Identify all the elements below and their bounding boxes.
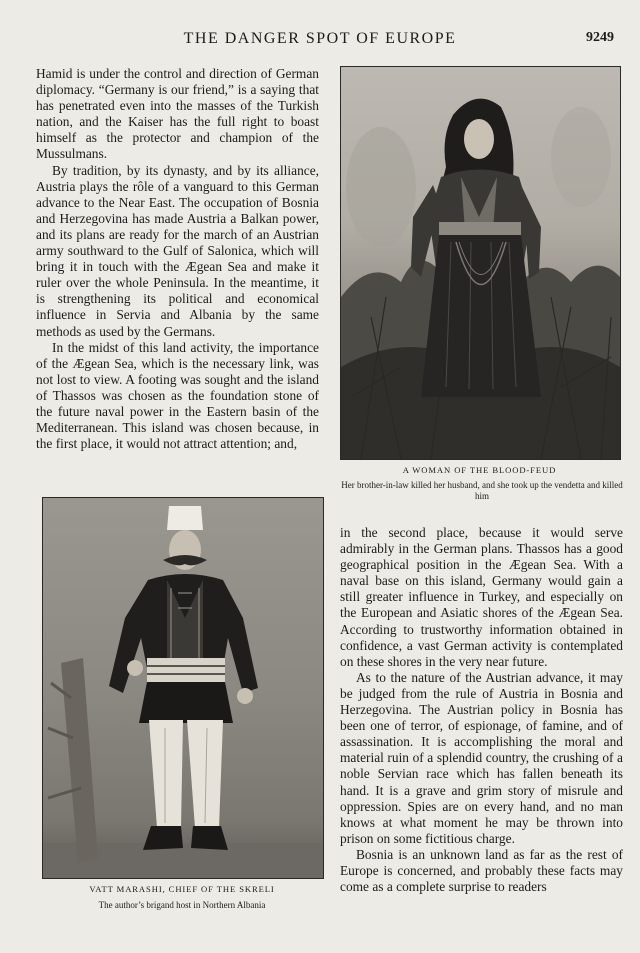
paragraph: By tradition, by its dynasty, and by its alliance, Austria plays the rôle of a vanguard to this German advance to the Near East. The occupation of Bosnia and Herzegovina has made Austria a Balkan power, and its plans are ready for the march of an Austrian army southward to the Gulf of Salonica, which will bring it in touch with the Ægean Sea and make it ruler over the whole Peninsula. In the meantime, it is strengthening its political and economical influence in Servia and Albania by the same methods as used by the Germans. — [36, 162, 319, 339]
caption-chief-title: VATT MARASHI, CHIEF OF THE SKRELI — [89, 884, 275, 894]
paragraph: As to the nature of the Austrian advance, it may be judged from the rule of Austria in Bosnia and Herzegovina. The Austrian policy in Bosnia has been one of terror, of espionage, of famine, and of assassination. It is accomplishing the moral and material ruin of a splendid country, the crushing of a noble Servian race which has fallen beneath its hand. It is a grave and grim story of misrule and oppression. Spies are on every hand, and no man knows at what moment he may be thrown into prison on some fictitious charge. — [340, 669, 623, 846]
photo-chief-illustration — [43, 498, 323, 878]
photo-woman-illustration — [341, 67, 620, 459]
running-title: THE DANGER SPOT OF EUROPE — [183, 30, 457, 47]
caption-woman-title: A WOMAN OF THE BLOOD-FEUD — [402, 465, 557, 475]
paragraph: In the midst of this land activity, the importance of the Ægean Sea, which is the necessary link, was not lost to view. A footing was sought and the island of Thassos was chosen as the foundation stone of the future naval power in the Eastern basin of the Mediterranean. This island was chosen because, in the first place, it would not attract attention; and, — [36, 339, 319, 452]
caption-woman-subtitle: Her brother-in-law killed her husband, and she took up the vendetta and killed him — [341, 480, 623, 501]
paragraph: Bosnia is an unknown land as far as the rest of Europe is concerned, and probably these facts may come as a complete surprise to readers — [340, 846, 623, 895]
photo-chief-vatt-marashi — [42, 497, 324, 879]
caption-chief-subtitle: The author’s brigand host in Northern Albania — [98, 900, 266, 910]
left-text-column — [36, 66, 319, 452]
paragraph: Hamid is under the control and direction of German diplomacy. “Germany is our friend,” is a saying that has penetrated even into the masses of the Turkish nation, and the Kaiser has the full right to boast himself as the protector and champion of the Mussulmans. — [36, 66, 319, 162]
photo-woman-of-blood-feud — [340, 66, 621, 460]
right-text-column — [340, 525, 623, 895]
page-number: 9249 — [586, 30, 614, 45]
paragraph: in the second place, because it would serve admirably in the German plans. Thassos has a good geographical position in the Ægean Sea. With a naval base on this island, Germany would gain a still greater influence in Turkey, and especially on the European and Asiatic shores of the Ægean Sea. According to trustworthy information obtained in confidence, a vast German activity is contemplated on these shores in the very near future. — [340, 525, 623, 669]
